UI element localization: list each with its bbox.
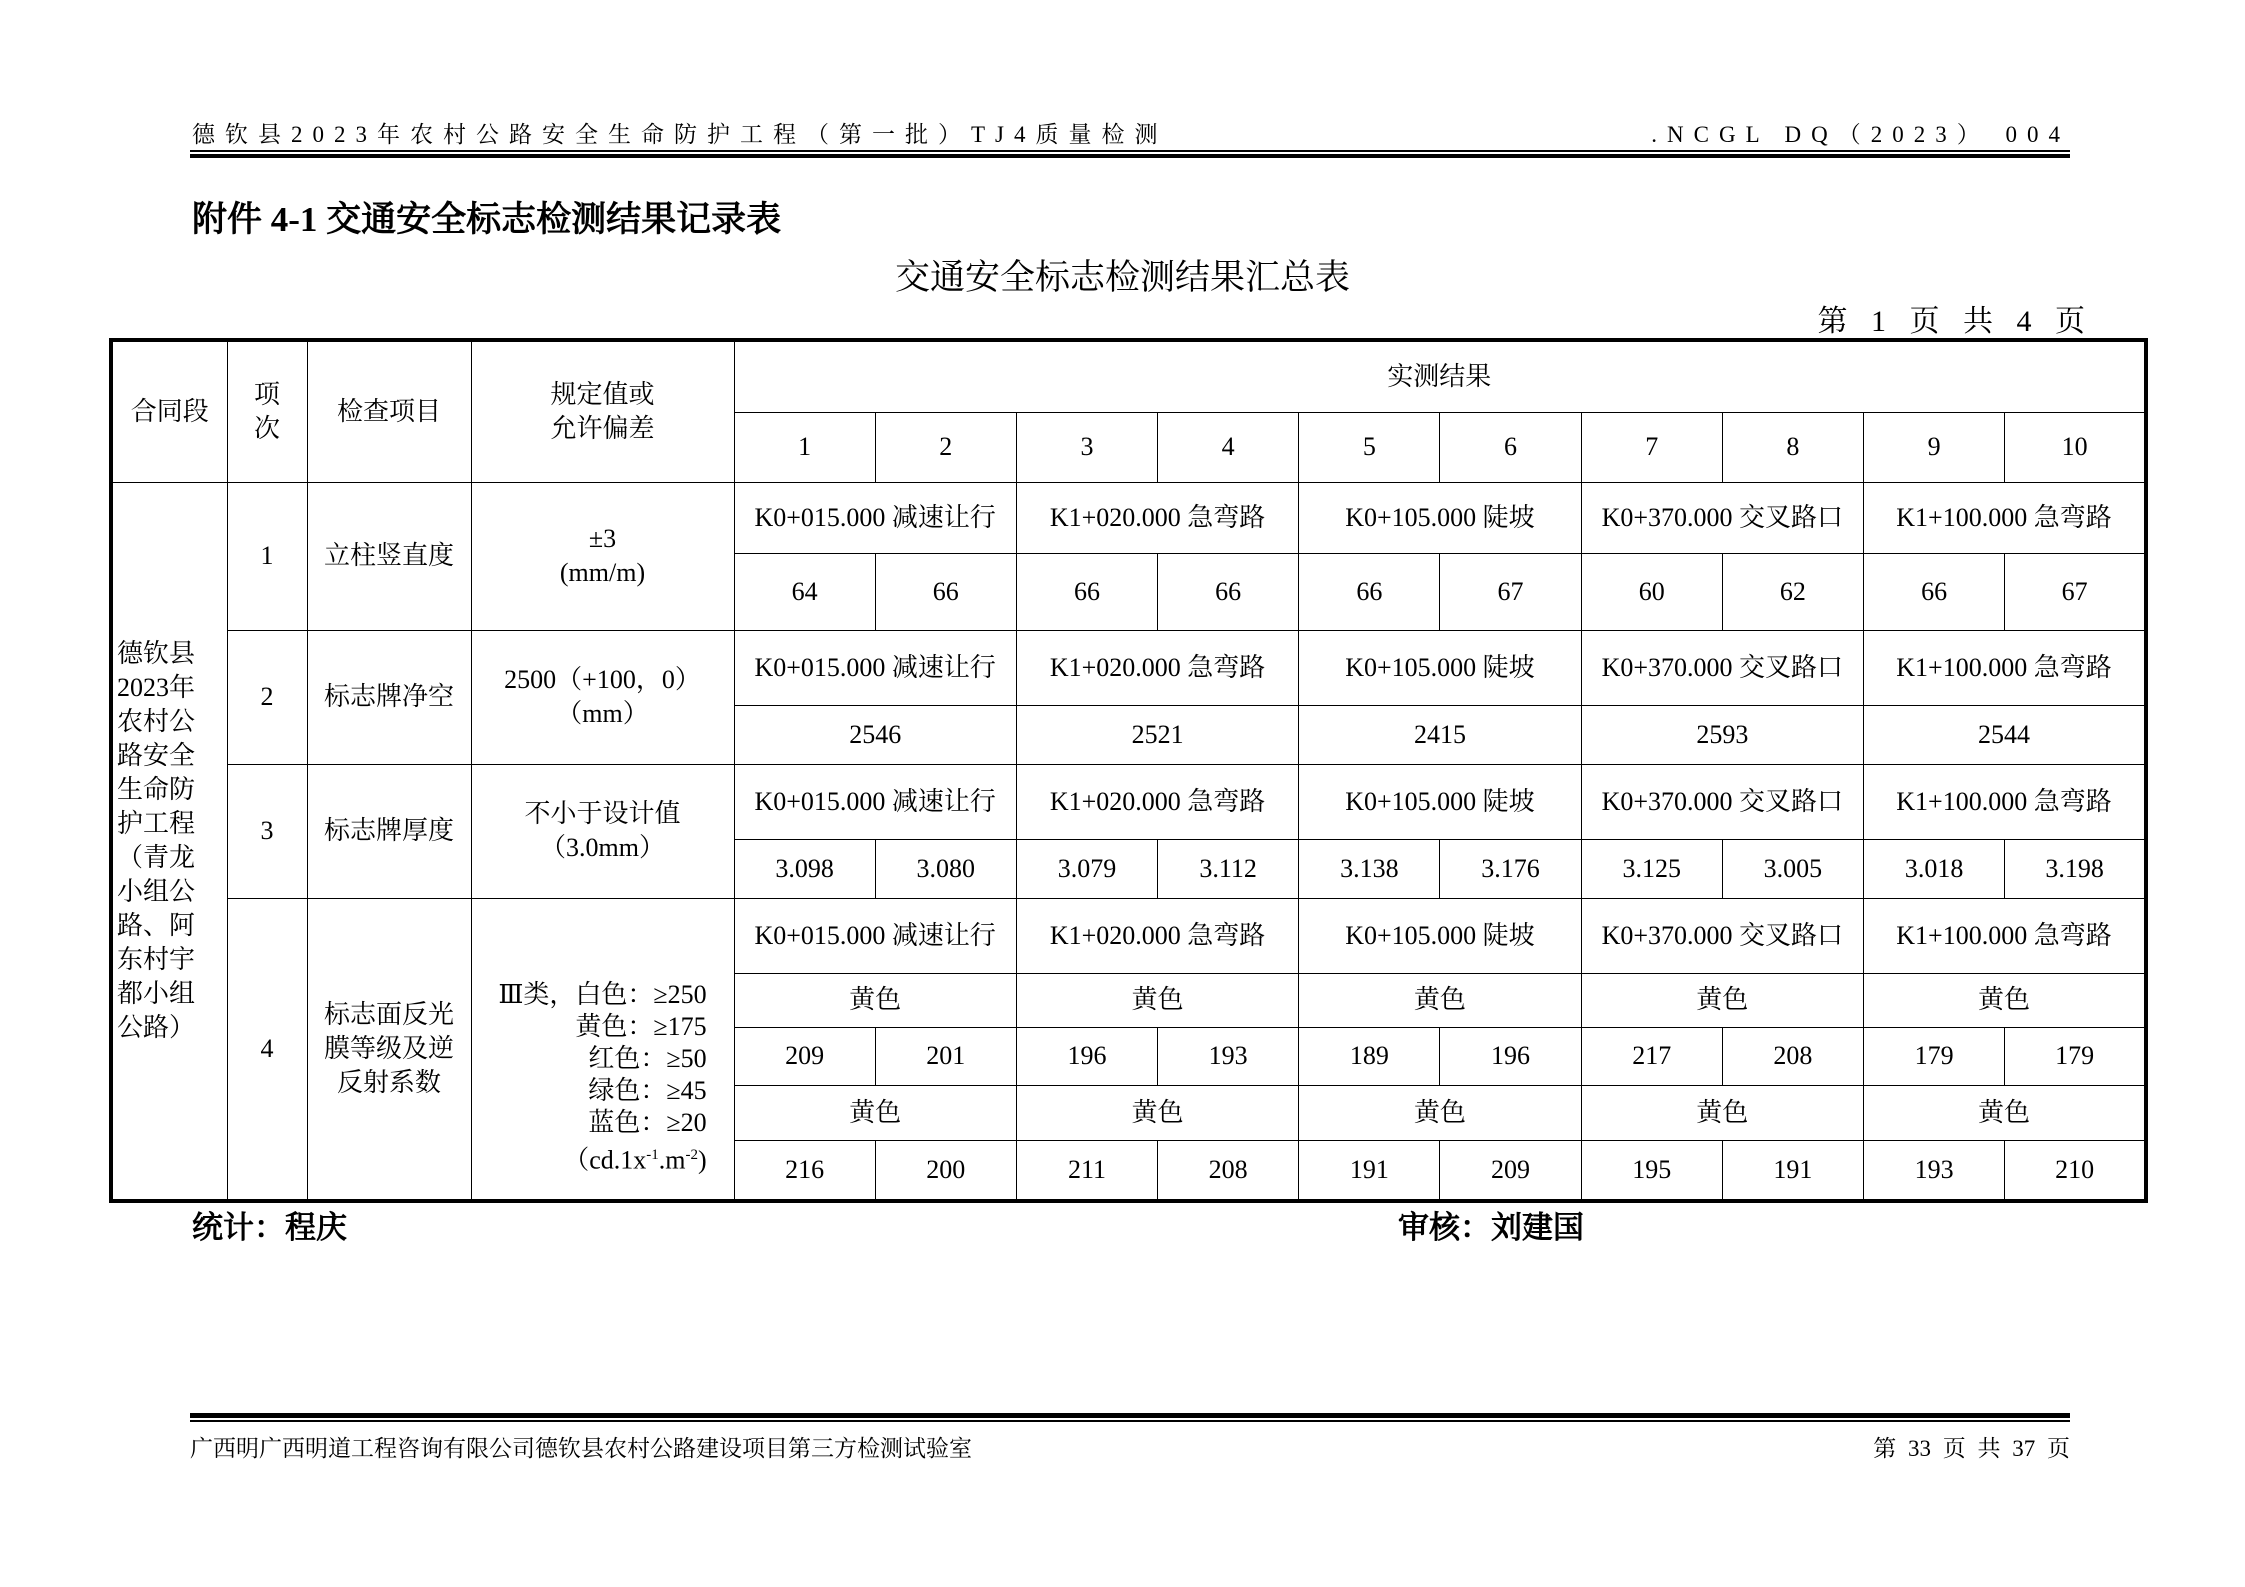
value-cell: 66 xyxy=(1299,553,1440,630)
color-label: 黄色 xyxy=(734,973,1016,1027)
page-header xyxy=(192,116,2070,149)
value-cell: 216 xyxy=(734,1140,875,1201)
check-item: 标志牌净空 xyxy=(307,630,471,764)
section-cell: 德钦县2023年农村公路安全生命防护工程（青龙小组公路、阿东村宇都小组公路） xyxy=(111,482,227,1201)
location-cell: K0+105.000 陡坡 xyxy=(1299,630,1581,705)
value-cell: 2521 xyxy=(1016,705,1298,764)
header-num: 4 xyxy=(1158,412,1299,482)
value-cell: 3.080 xyxy=(875,839,1016,898)
location-cell: K1+020.000 急弯路 xyxy=(1016,898,1298,973)
location-cell: K1+100.000 急弯路 xyxy=(1864,630,2147,705)
header-num: 6 xyxy=(1440,412,1581,482)
color-label: 黄色 xyxy=(1016,973,1298,1027)
value-cell: 191 xyxy=(1299,1140,1440,1201)
value-cell: 179 xyxy=(1864,1027,2005,1085)
header-spec: 规定值或允许偏差 xyxy=(471,340,734,482)
spec-cell: ±3 (mm/m) xyxy=(471,482,734,630)
item-no: 3 xyxy=(227,764,307,898)
color-label: 黄色 xyxy=(1016,1085,1298,1140)
header-num: 1 xyxy=(734,412,875,482)
value-cell: 209 xyxy=(734,1027,875,1085)
header-item-no: 项次 xyxy=(227,340,307,482)
page-info: 第 1 页 共 4 页 xyxy=(1817,305,2085,338)
footer-divider xyxy=(190,1420,2070,1422)
value-cell: 64 xyxy=(734,553,875,630)
header-num: 5 xyxy=(1299,412,1440,482)
value-cell: 3.079 xyxy=(1016,839,1157,898)
value-cell: 66 xyxy=(1158,553,1299,630)
value-cell: 2544 xyxy=(1864,705,2147,764)
value-cell: 67 xyxy=(1440,553,1581,630)
spec-cell: Ⅲ类，白色：≥250 黄色：≥175 红色：≥50 绿色：≥45 蓝色：≥20 $(cd.1x^{-1}.m^{-2})$ xyxy=(471,898,734,1201)
location-cell: K0+370.000 交叉路口 xyxy=(1581,764,1863,839)
footer-left: 广西明广西明道工程咨询有限公司德钦县农村公路建设项目第三方检测试验室 xyxy=(190,1436,972,1461)
footer-page-number: 第 33 页 共 37 页 xyxy=(1873,1436,2070,1461)
color-label: 黄色 xyxy=(1299,973,1581,1027)
header-section: 合同段 xyxy=(111,340,227,482)
spec-cell: 不小于设计值 （3.0mm） xyxy=(471,764,734,898)
color-label: 黄色 xyxy=(1864,1085,2147,1140)
color-label: 黄色 xyxy=(1864,973,2147,1027)
header-num: 8 xyxy=(1722,412,1863,482)
check-item: 立柱竖直度 xyxy=(307,482,471,630)
value-cell: 66 xyxy=(1016,553,1157,630)
color-label: 黄色 xyxy=(1581,973,1863,1027)
results-table xyxy=(109,338,2148,1203)
table-title: 交通安全标志检测结果汇总表 xyxy=(894,258,1350,297)
attachment-title: 附件 4-1 交通安全标志检测结果记录表 xyxy=(192,200,782,239)
footer-divider-thick xyxy=(190,1413,2070,1418)
header-right: .NCGL DQ（2023） 004 xyxy=(1651,122,2070,147)
value-cell: 67 xyxy=(2005,553,2146,630)
value-cell: 196 xyxy=(1016,1027,1157,1085)
table-row xyxy=(111,630,2146,705)
location-cell: K0+105.000 陡坡 xyxy=(1299,764,1581,839)
header-num: 9 xyxy=(1864,412,2005,482)
location-cell: K0+015.000 减速让行 xyxy=(734,898,1016,973)
header-check-item: 检查项目 xyxy=(307,340,471,482)
value-cell: 191 xyxy=(1722,1140,1863,1201)
value-cell: 211 xyxy=(1016,1140,1157,1201)
value-cell: 200 xyxy=(875,1140,1016,1201)
value-cell: 209 xyxy=(1440,1140,1581,1201)
item-no: 2 xyxy=(227,630,307,764)
item-no: 4 xyxy=(227,898,307,1201)
value-cell: 189 xyxy=(1299,1027,1440,1085)
spec-cell: 2500（+100，0） （mm） xyxy=(471,630,734,764)
value-cell: 195 xyxy=(1581,1140,1722,1201)
table-row xyxy=(111,482,2146,553)
location-cell: K0+370.000 交叉路口 xyxy=(1581,898,1863,973)
header-divider-thick xyxy=(190,154,2070,158)
value-cell: 3.198 xyxy=(2005,839,2146,898)
value-cell: 3.018 xyxy=(1864,839,2005,898)
location-cell: K1+100.000 急弯路 xyxy=(1864,764,2147,839)
value-cell: 179 xyxy=(2005,1027,2146,1085)
color-label: 黄色 xyxy=(1581,1085,1863,1140)
table-row xyxy=(111,764,2146,839)
value-cell: 210 xyxy=(2005,1140,2146,1201)
value-cell: 3.005 xyxy=(1722,839,1863,898)
value-cell: 3.098 xyxy=(734,839,875,898)
value-cell: 2546 xyxy=(734,705,1016,764)
value-cell: 217 xyxy=(1581,1027,1722,1085)
location-cell: K1+100.000 急弯路 xyxy=(1864,482,2147,553)
value-cell: 60 xyxy=(1581,553,1722,630)
item-no: 1 xyxy=(227,482,307,630)
location-cell: K1+020.000 急弯路 xyxy=(1016,630,1298,705)
value-cell: 201 xyxy=(875,1027,1016,1085)
header-left: 德钦县2023年农村公路安全生命防护工程（第一批）TJ4质量检测 xyxy=(192,122,1168,147)
value-cell: 196 xyxy=(1440,1027,1581,1085)
header-num: 7 xyxy=(1581,412,1722,482)
header-divider xyxy=(190,150,2070,152)
value-cell: 2415 xyxy=(1299,705,1581,764)
location-cell: K0+370.000 交叉路口 xyxy=(1581,630,1863,705)
location-cell: K0+105.000 陡坡 xyxy=(1299,898,1581,973)
value-cell: 3.138 xyxy=(1299,839,1440,898)
value-cell: 66 xyxy=(1864,553,2005,630)
value-cell: 62 xyxy=(1722,553,1863,630)
header-num: 10 xyxy=(2005,412,2146,482)
table-row xyxy=(111,898,2146,973)
header-num: 2 xyxy=(875,412,1016,482)
location-cell: K0+015.000 减速让行 xyxy=(734,764,1016,839)
auditor: 审核：刘建国 xyxy=(1398,1210,1584,1245)
check-item: 标志牌厚度 xyxy=(307,764,471,898)
header-num: 3 xyxy=(1016,412,1157,482)
location-cell: K1+020.000 急弯路 xyxy=(1016,764,1298,839)
value-cell: 193 xyxy=(1864,1140,2005,1201)
value-cell: 3.125 xyxy=(1581,839,1722,898)
color-label: 黄色 xyxy=(1299,1085,1581,1140)
location-cell: K0+015.000 减速让行 xyxy=(734,630,1016,705)
value-cell: 66 xyxy=(875,553,1016,630)
value-cell: 3.112 xyxy=(1158,839,1299,898)
value-cell: 208 xyxy=(1722,1027,1863,1085)
location-cell: K0+015.000 减速让行 xyxy=(734,482,1016,553)
statistician: 统计：程庆 xyxy=(192,1210,347,1245)
location-cell: K1+100.000 急弯路 xyxy=(1864,898,2147,973)
location-cell: K1+020.000 急弯路 xyxy=(1016,482,1298,553)
value-cell: 193 xyxy=(1158,1027,1299,1085)
value-cell: 208 xyxy=(1158,1140,1299,1201)
value-cell: 2593 xyxy=(1581,705,1863,764)
location-cell: K0+370.000 交叉路口 xyxy=(1581,482,1863,553)
check-item: 标志面反光膜等级及逆反射系数 xyxy=(307,898,471,1201)
location-cell: K0+105.000 陡坡 xyxy=(1299,482,1581,553)
color-label: 黄色 xyxy=(734,1085,1016,1140)
header-results: 实测结果 xyxy=(734,340,2146,412)
value-cell: 3.176 xyxy=(1440,839,1581,898)
